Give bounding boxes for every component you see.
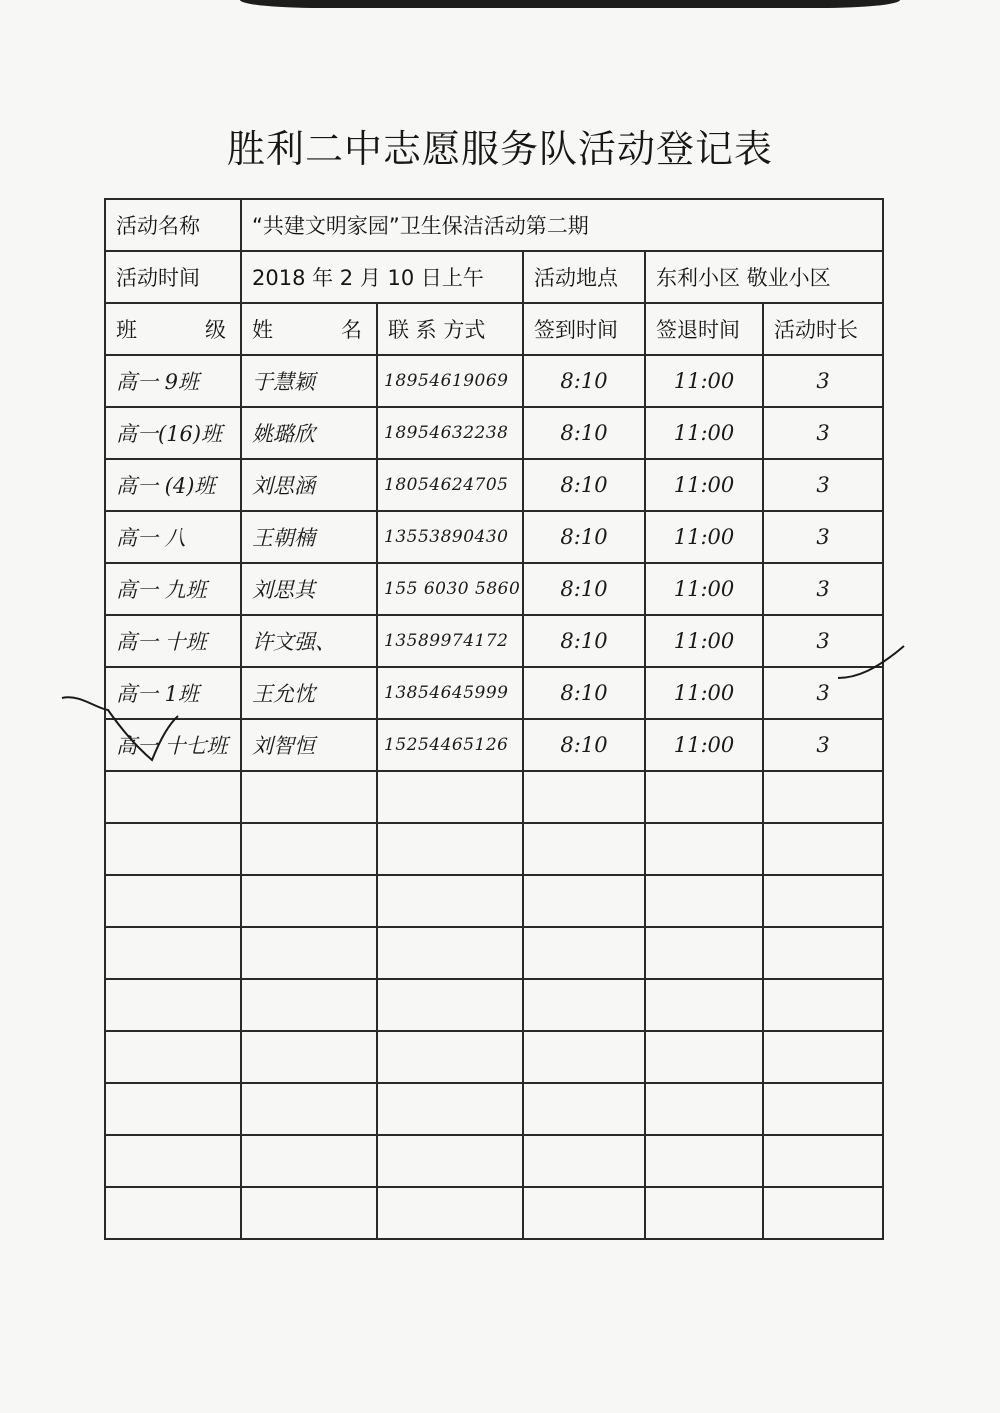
checkout-cell: 11:00 (645, 667, 763, 719)
duration-cell: 3 (763, 667, 883, 719)
empty-checkin-cell (523, 1187, 645, 1239)
empty-checkin-cell (523, 927, 645, 979)
name-cell: 许文强、 (241, 615, 377, 667)
duration-cell: 3 (763, 407, 883, 459)
empty-phone-cell (377, 1135, 523, 1187)
table-row (105, 719, 883, 771)
empty-duration-cell (763, 771, 883, 823)
checkout-cell: 11:00 (645, 355, 763, 407)
empty-checkout-cell (645, 875, 763, 927)
empty-checkin-cell (523, 1083, 645, 1135)
empty-class-cell (105, 771, 241, 823)
phone-cell: 18954632238 (377, 407, 523, 459)
empty-name-cell (241, 1135, 377, 1187)
class-cell: 高一 十班 (105, 615, 241, 667)
duration-cell: 3 (763, 459, 883, 511)
class-cell: 高一 9班 (105, 355, 241, 407)
header-name-char-2: 名 (341, 318, 362, 342)
empty-name-cell (241, 979, 377, 1031)
checkout-cell: 11:00 (645, 407, 763, 459)
checkout-cell: 11:00 (645, 459, 763, 511)
header-name-char-1: 姓 (252, 318, 273, 342)
page-title: 胜利二中志愿服务队活动登记表 (226, 127, 773, 171)
empty-class-cell (105, 875, 241, 927)
activity-time-label: 活动时间 (105, 251, 241, 303)
empty-name-cell (241, 875, 377, 927)
table-row (105, 563, 883, 615)
empty-checkout-cell (645, 1187, 763, 1239)
header-class (105, 303, 241, 355)
empty-checkin-cell (523, 979, 645, 1031)
registration-table (104, 198, 884, 1240)
empty-class-cell (105, 1083, 241, 1135)
class-cell: 高一 十七班 (105, 719, 241, 771)
duration-cell: 3 (763, 563, 883, 615)
checkin-cell: 8:10 (523, 615, 645, 667)
empty-phone-cell (377, 771, 523, 823)
checkin-cell: 8:10 (523, 563, 645, 615)
table-row (105, 407, 883, 459)
empty-table-row (105, 979, 883, 1031)
checkout-cell: 11:00 (645, 563, 763, 615)
empty-table-row (105, 927, 883, 979)
empty-checkout-cell (645, 927, 763, 979)
table-row (105, 615, 883, 667)
checkout-cell: 11:00 (645, 615, 763, 667)
header-checkin: 签到时间 (523, 303, 645, 355)
activity-name-row (105, 199, 883, 251)
table-row (105, 459, 883, 511)
empty-table-row (105, 1031, 883, 1083)
empty-checkout-cell (645, 1031, 763, 1083)
empty-checkin-cell (523, 1031, 645, 1083)
empty-checkout-cell (645, 823, 763, 875)
empty-checkout-cell (645, 771, 763, 823)
phone-cell: 15254465126 (377, 719, 523, 771)
handwritten-check-mark (60, 690, 180, 770)
phone-cell: 18054624705 (377, 459, 523, 511)
class-cell: 高一 (4)班 (105, 459, 241, 511)
empty-table-row (105, 1135, 883, 1187)
name-cell: 刘思其 (241, 563, 377, 615)
class-cell: 高一 九班 (105, 563, 241, 615)
empty-checkin-cell (523, 875, 645, 927)
name-cell: 于慧颖 (241, 355, 377, 407)
empty-class-cell (105, 1187, 241, 1239)
empty-name-cell (241, 927, 377, 979)
empty-checkout-cell (645, 1135, 763, 1187)
name-cell: 刘思涵 (241, 459, 377, 511)
checkout-cell: 11:00 (645, 511, 763, 563)
empty-class-cell (105, 1135, 241, 1187)
duration-cell: 3 (763, 511, 883, 563)
phone-cell: 13854645999 (377, 667, 523, 719)
name-cell: 姚璐欣 (241, 407, 377, 459)
duration-cell: 3 (763, 719, 883, 771)
header-class-char-2: 级 (205, 318, 226, 342)
checkin-cell: 8:10 (523, 355, 645, 407)
empty-class-cell (105, 1031, 241, 1083)
header-checkout: 签退时间 (645, 303, 763, 355)
empty-duration-cell (763, 979, 883, 1031)
empty-checkin-cell (523, 1135, 645, 1187)
header-name (241, 303, 377, 355)
empty-table-row (105, 1083, 883, 1135)
name-cell: 王允忱 (241, 667, 377, 719)
empty-duration-cell (763, 927, 883, 979)
location-label: 活动地点 (523, 251, 645, 303)
empty-phone-cell (377, 1083, 523, 1135)
empty-table-row (105, 875, 883, 927)
empty-duration-cell (763, 1031, 883, 1083)
empty-phone-cell (377, 823, 523, 875)
phone-cell: 18954619069 (377, 355, 523, 407)
checkin-cell: 8:10 (523, 667, 645, 719)
empty-duration-cell (763, 1083, 883, 1135)
empty-table-row (105, 823, 883, 875)
checkin-cell: 8:10 (523, 719, 645, 771)
empty-name-cell (241, 823, 377, 875)
empty-class-cell (105, 823, 241, 875)
class-cell: 高一(16)班 (105, 407, 241, 459)
header-class-char-1: 班 (116, 318, 137, 342)
phone-cell: 13589974172 (377, 615, 523, 667)
table-row (105, 667, 883, 719)
activity-name-value: “共建文明家园”卫生保洁活动第二期 (241, 199, 883, 251)
name-cell: 王朝楠 (241, 511, 377, 563)
table-row (105, 355, 883, 407)
empty-duration-cell (763, 875, 883, 927)
empty-phone-cell (377, 875, 523, 927)
checkin-cell: 8:10 (523, 459, 645, 511)
empty-phone-cell (377, 979, 523, 1031)
empty-checkout-cell (645, 979, 763, 1031)
empty-checkin-cell (523, 823, 645, 875)
duration-cell: 3 (763, 355, 883, 407)
empty-class-cell (105, 927, 241, 979)
class-cell: 高一 八 (105, 511, 241, 563)
duration-cell: 3 (763, 615, 883, 667)
header-contact: 联 系 方式 (377, 303, 523, 355)
empty-phone-cell (377, 1187, 523, 1239)
phone-cell: 13553890430 (377, 511, 523, 563)
checkin-cell: 8:10 (523, 407, 645, 459)
empty-checkin-cell (523, 771, 645, 823)
scan-edge-shadow (240, 0, 900, 8)
handwritten-stroke (836, 642, 906, 682)
empty-table-row (105, 1187, 883, 1239)
activity-time-value: 2018 年 2 月 10 日上午 (241, 251, 523, 303)
column-header-row (105, 303, 883, 355)
empty-duration-cell (763, 1135, 883, 1187)
location-value: 东利小区 敬业小区 (645, 251, 883, 303)
empty-duration-cell (763, 823, 883, 875)
phone-cell: 155 6030 5860 (377, 563, 523, 615)
activity-time-row (105, 251, 883, 303)
empty-table-row (105, 771, 883, 823)
empty-name-cell (241, 1187, 377, 1239)
header-duration: 活动时长 (763, 303, 883, 355)
table-row (105, 511, 883, 563)
activity-name-label: 活动名称 (105, 199, 241, 251)
name-cell: 刘智恒 (241, 719, 377, 771)
empty-phone-cell (377, 1031, 523, 1083)
empty-name-cell (241, 1031, 377, 1083)
empty-phone-cell (377, 927, 523, 979)
empty-name-cell (241, 771, 377, 823)
class-cell: 高一 1班 (105, 667, 241, 719)
empty-duration-cell (763, 1187, 883, 1239)
empty-name-cell (241, 1083, 377, 1135)
checkin-cell: 8:10 (523, 511, 645, 563)
empty-checkout-cell (645, 1083, 763, 1135)
empty-class-cell (105, 979, 241, 1031)
checkout-cell: 11:00 (645, 719, 763, 771)
